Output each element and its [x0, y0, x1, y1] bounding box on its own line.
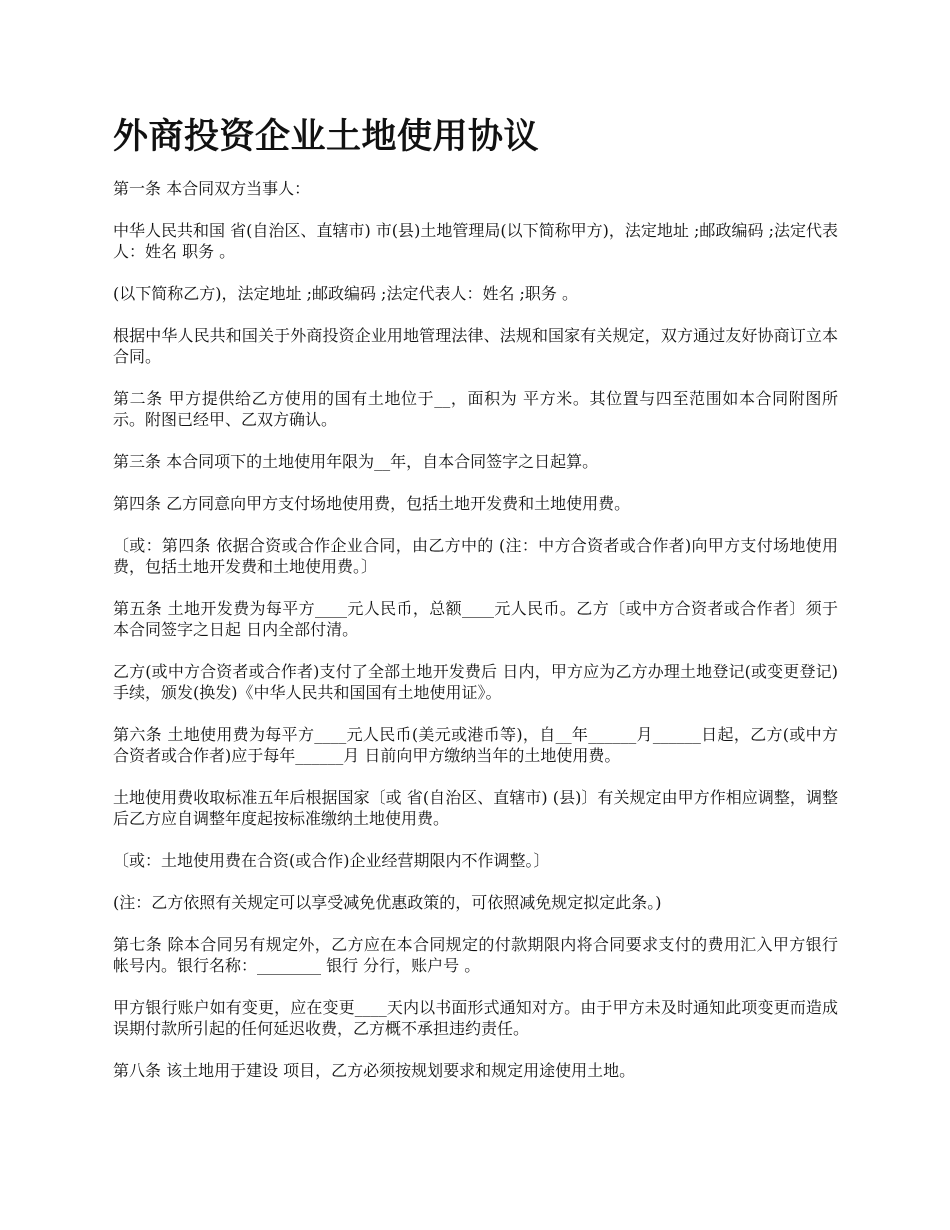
clause-4-alternative-paragraph: 〔或：第四条 依据合资或合作企业合同，由乙方中的 (注：中方合资者或合作者)向甲方支付场地使用费，包括土地开发费和土地使用费。〕	[113, 536, 838, 576]
document-page	[113, 110, 838, 1102]
clause-4-paragraph: 第四条 乙方同意向甲方支付场地使用费，包括土地开发费和土地使用费。	[113, 494, 631, 513]
clause-1-paragraph: 第一条 本合同双方当事人：	[113, 179, 311, 198]
bank-account-change-paragraph: 甲方银行账户如有变更，应在变更____天内以书面形式通知对方。由于甲方未及时通知此项变更而造成误期付款所引起的任何延迟收费，乙方概不承担违约责任。	[113, 998, 838, 1038]
exemption-note-paragraph: (注：乙方依照有关规定可以享受减免优惠政策的，可依照减免规定拟定此条。)	[113, 893, 662, 912]
document-title: 外商投资企业土地使用协议	[113, 116, 540, 157]
fee-no-adjustment-paragraph: 〔或：土地使用费在合资(或合作)企业经营期限内不作调整。〕	[113, 851, 550, 870]
clause-2-paragraph: 第二条 甲方提供给乙方使用的国有土地位于__，面积为 平方米。其位置与四至范围如本合同附图所示。附图已经甲、乙双方确认。	[113, 389, 838, 429]
fee-adjustment-paragraph: 土地使用费收取标准五年后根据国家〔或 省(自治区、直辖市) (县)〕有关规定由甲方作相应调整，调整后乙方应自调整年度起按标准缴纳土地使用费。	[113, 788, 838, 828]
clause-5-paragraph: 第五条 土地开发费为每平方____元人民币，总额____元人民币。乙方〔或中方合资者或合作者〕须于本合同签字之日起 日内全部付清。	[113, 599, 838, 639]
clause-3-paragraph: 第三条 本合同项下的土地使用年限为__年，自本合同签字之日起算。	[113, 452, 599, 471]
party-b-paragraph: (以下简称乙方)，法定地址 ;邮政编码 ;法定代表人：姓名 ;职务 。	[113, 284, 579, 303]
clause-7-paragraph: 第七条 除本合同另有规定外，乙方应在本合同规定的付款期限内将合同要求支付的费用汇入甲方银行帐号内。银行名称：________ 银行 分行，账户号 。	[113, 935, 838, 975]
clause-6-paragraph: 第六条 土地使用费为每平方____元人民币(美元或港币等)，自__年______月______日起，乙方(或中方合资者或合作者)应于每年______月 日前向甲方缴纳当年的土地使用费。	[113, 725, 838, 765]
clause-8-paragraph: 第八条 该土地用于建设 项目，乙方必须按规划要求和规定用途使用土地。	[113, 1061, 636, 1080]
party-a-paragraph: 中华人民共和国 省(自治区、直辖市) 市(县)土地管理局(以下简称甲方)，法定地址 ;邮政编码 ;法定代表人：姓名 职务 。	[113, 221, 838, 261]
basis-paragraph: 根据中华人民共和国关于外商投资企业用地管理法律、法规和国家有关规定，双方通过友好协商订立本合同。	[113, 326, 838, 366]
land-registration-paragraph: 乙方(或中方合资者或合作者)支付了全部土地开发费后 日内，甲方应为乙方办理土地登记(或变更登记)手续，颁发(换发)《中华人民共和国国有土地使用证》。	[113, 662, 838, 702]
